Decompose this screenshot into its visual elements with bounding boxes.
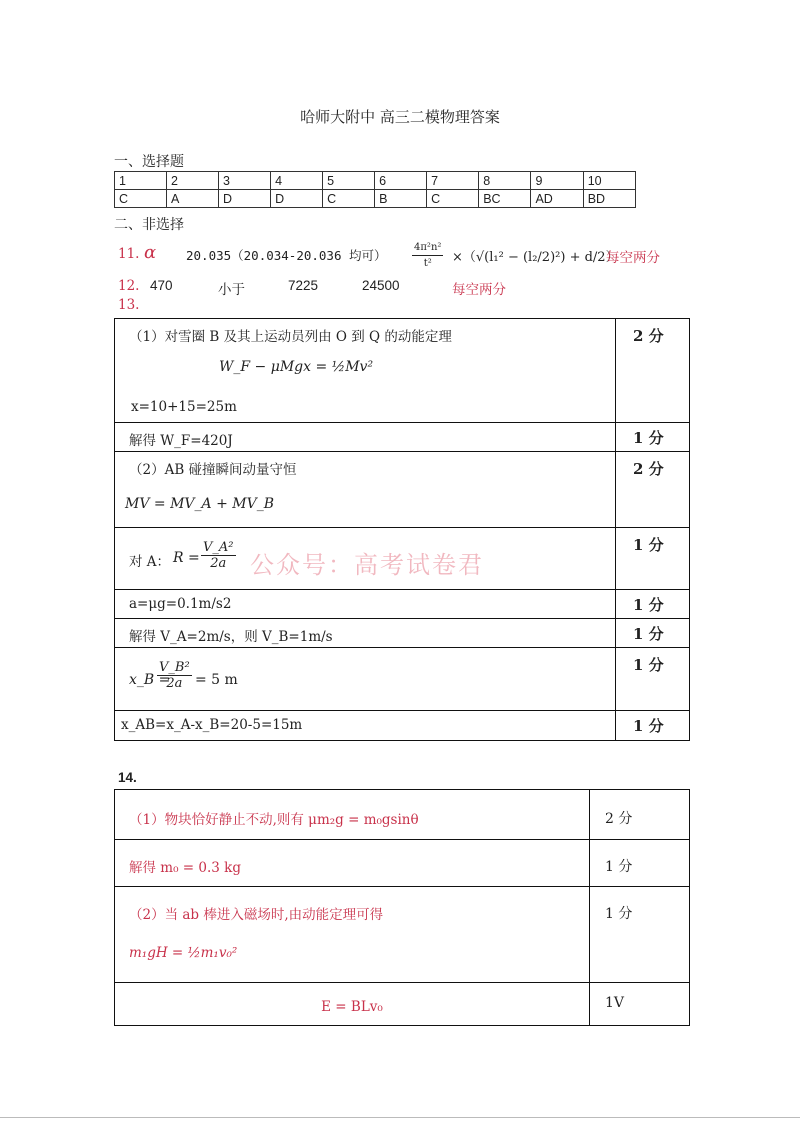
q-answer: AD bbox=[531, 190, 583, 208]
score: 2 分 bbox=[605, 811, 633, 827]
score: 1 分 bbox=[605, 906, 633, 922]
q13-row-text: 对 A： bbox=[129, 554, 171, 570]
q14-table bbox=[114, 789, 690, 1026]
q13-eq-rhs: = 5 m bbox=[195, 672, 238, 688]
q-answer: D bbox=[219, 190, 271, 208]
q12-answer-a: 470 bbox=[150, 278, 173, 293]
q14-content-cell bbox=[115, 983, 590, 1025]
q13-row-equation: MV = MV_A + MV_B bbox=[125, 496, 274, 512]
q13-label: 13. bbox=[118, 297, 140, 313]
q13-table bbox=[114, 318, 690, 741]
q-answer: C bbox=[115, 190, 167, 208]
q-number: 9 bbox=[531, 172, 583, 190]
q13-content-cell bbox=[115, 648, 616, 710]
q11-note: 每空两分 bbox=[606, 250, 660, 266]
score: 1 分 bbox=[633, 536, 664, 554]
q13-row bbox=[115, 590, 689, 619]
q-number: 8 bbox=[479, 172, 531, 190]
q14-row-text: E = BLv₀ bbox=[321, 999, 383, 1015]
q14-row-equation: m₁gH = ½m₁v₀² bbox=[129, 945, 238, 961]
q13-content-cell bbox=[115, 619, 616, 647]
q-number: 7 bbox=[427, 172, 479, 190]
q13-row-text: a=μg=0.1m/s2 bbox=[129, 596, 232, 612]
score: 1V bbox=[605, 995, 625, 1011]
q14-content-cell bbox=[115, 840, 590, 886]
q14-content-cell bbox=[115, 887, 590, 982]
q14-row bbox=[115, 790, 689, 840]
q13-content-cell bbox=[115, 319, 616, 422]
answer-table bbox=[114, 171, 636, 208]
q13-row bbox=[115, 452, 689, 528]
q12-answer-b: 小于 bbox=[218, 282, 245, 298]
q12-answer-c: 7225 bbox=[288, 278, 319, 293]
q11-frac-den: t² bbox=[423, 258, 432, 269]
score: 2 分 bbox=[633, 327, 664, 345]
page-title: 哈师大附中 高三二模物理答案 bbox=[300, 108, 500, 126]
score: 1 分 bbox=[633, 717, 664, 735]
section-nonchoice-heading: 二、非选择 bbox=[114, 217, 184, 233]
q14-row bbox=[115, 840, 689, 887]
q13-row-extra: x=10+15=25m bbox=[131, 399, 237, 415]
q13-row bbox=[115, 711, 689, 740]
score: 2 分 bbox=[633, 460, 664, 478]
q13-row-text: 解得 W_F=420J bbox=[129, 433, 233, 449]
q11-frac bbox=[412, 240, 443, 271]
q14-content-cell bbox=[115, 790, 590, 839]
q-answer: D bbox=[271, 190, 323, 208]
frac-num: V_B² bbox=[159, 660, 190, 675]
score: 1 分 bbox=[633, 429, 664, 447]
watermark: 公众号：高考试卷君 bbox=[250, 551, 484, 579]
q-number: 3 bbox=[219, 172, 271, 190]
q14-row bbox=[115, 887, 689, 983]
q-answer: BD bbox=[583, 190, 635, 208]
q-number: 5 bbox=[323, 172, 375, 190]
q13-content-cell bbox=[115, 590, 616, 618]
section-choice-heading: 一、选择题 bbox=[114, 154, 184, 170]
q-number: 6 bbox=[375, 172, 427, 190]
score: 1 分 bbox=[633, 656, 664, 674]
frac-den: 2a bbox=[210, 556, 227, 571]
answer-row bbox=[115, 190, 636, 208]
q13-row bbox=[115, 619, 689, 648]
q13-row-equation: W_F − μMgx = ½Mv² bbox=[219, 359, 374, 375]
q-answer: C bbox=[323, 190, 375, 208]
q-answer: B bbox=[375, 190, 427, 208]
q11-number: 11. bbox=[118, 246, 140, 262]
q13-row-text: （1）对雪圈 B 及其上运动员列由 O 到 Q 的动能定理 bbox=[129, 329, 452, 345]
q11-alpha: α bbox=[144, 242, 157, 263]
q13-eq-fraction bbox=[157, 660, 192, 691]
question-number-row bbox=[115, 172, 636, 190]
q-number: 2 bbox=[167, 172, 219, 190]
q12-note: 每空两分 bbox=[452, 282, 506, 298]
q11-formula: ×（√(l₁² − (l₂/2)²) + d/2） bbox=[452, 250, 619, 265]
q11-value: 20.035（20.034-20.036 均可） bbox=[186, 248, 387, 263]
q11-line bbox=[114, 240, 714, 272]
q11-frac-num: 4π²n² bbox=[412, 240, 443, 256]
q-answer: A bbox=[167, 190, 219, 208]
q12-number: 12. bbox=[118, 278, 140, 294]
q12-answer-d: 24500 bbox=[362, 278, 400, 293]
q14-row-text: （1）物块恰好静止不动,则有 μm₂g = m₀gsinθ bbox=[129, 812, 419, 828]
q13-row bbox=[115, 648, 689, 711]
frac-num: V_A² bbox=[203, 540, 234, 555]
q12-line bbox=[114, 278, 634, 298]
q-answer: BC bbox=[479, 190, 531, 208]
q13-content-cell bbox=[115, 452, 616, 527]
q13-row-text: 解得 V_A=2m/s，则 V_B=1m/s bbox=[129, 629, 333, 645]
score: 1 分 bbox=[633, 596, 664, 614]
q13-row-text: x_AB=x_A-x_B=20-5=15m bbox=[121, 717, 303, 733]
q13-eq-fraction bbox=[201, 540, 236, 571]
q14-row-text: （2）当 ab 棒进入磁场时,由动能定理可得 bbox=[129, 907, 384, 923]
page-bottom-divider bbox=[0, 1117, 800, 1118]
q13-content-cell bbox=[115, 711, 616, 740]
q-answer: C bbox=[427, 190, 479, 208]
q14-row bbox=[115, 983, 689, 1025]
q13-row-text: （2）AB 碰撞瞬间动量守恒 bbox=[129, 462, 297, 478]
q14-row-text: 解得 m₀ = 0.3 kg bbox=[129, 860, 241, 876]
frac-den: 2a bbox=[166, 676, 183, 691]
q-number: 10 bbox=[583, 172, 635, 190]
q13-content-cell bbox=[115, 423, 616, 451]
q13-row bbox=[115, 319, 689, 423]
q13-eq-lhs: x_B = bbox=[129, 672, 171, 688]
score: 1 分 bbox=[605, 859, 633, 875]
q14-label: 14. bbox=[118, 770, 137, 785]
score: 1 分 bbox=[633, 625, 664, 643]
q13-row bbox=[115, 423, 689, 452]
q13-eq-lhs: R = bbox=[173, 550, 200, 566]
q-number: 4 bbox=[271, 172, 323, 190]
q-number: 1 bbox=[115, 172, 167, 190]
